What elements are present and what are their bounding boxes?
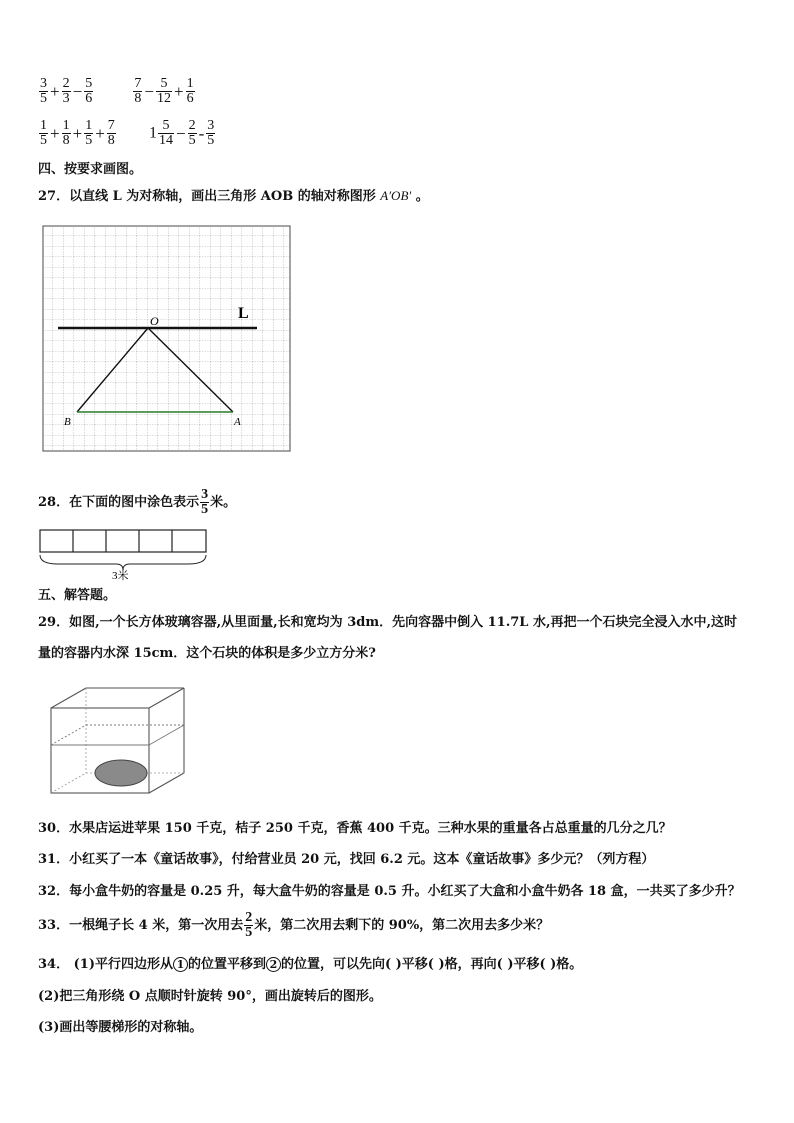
fraction: $\frac{2}{5}$ [188, 118, 196, 148]
arith-row-2: $\frac{1}{5}$ + $\frac{1}{8}$ + $\frac{1}{5}$ + $\frac{7}{8}$ 1 $\frac{5}{14}$ − $\frac{2}{5}$ - $\frac{3}{5}$ [40, 118, 215, 148]
fraction: $\frac{2}{3}$ [62, 76, 70, 106]
question-34-part-1: 34． (1)平行四边形从 1 的位置平移到 2 的位置，可以先向( )平移( )格，再向( )平移( )格。 [38, 957, 583, 972]
question-29-line-1: 29．如图,一个长方体玻璃容器,从里面量,长和宽均为 3dm．先向容器中倒入 11.7L 水,再把一个石块完全浸入水中,这时 [38, 615, 737, 630]
label-l: L [238, 305, 249, 322]
question-34-part-2: (2)把三角形绕 O 点顺时针旋转 90°，画出旋转后的图形。 [38, 989, 382, 1004]
fraction: $\frac{1}{5}$ [40, 118, 47, 148]
label-a: A [234, 416, 241, 428]
fraction: $\frac{3}{5}$ [207, 118, 215, 148]
fraction: $\frac{1}{8}$ [62, 118, 70, 148]
fraction: $\frac{3}{5}$ [201, 487, 209, 517]
question-29-line-2: 量的容器内水深 15cm．这个石块的体积是多少立方分米? [38, 646, 376, 661]
section-5-heading: 五、解答题。 [38, 588, 117, 603]
fraction: $\frac{2}{5}$ [245, 910, 253, 940]
fraction: $\frac{1}{6}$ [186, 76, 194, 106]
question-27: 27．以直线 L 为对称轴，画出三角形 AOB 的轴对称图形 A′OB′ 。 [38, 188, 429, 204]
question-32: 32．每小盒牛奶的容量是 0.25 升，每大盒牛奶的容量是 0.5 升。小红买了大盒和小盒牛奶各 18 盒，一共买了多少升？ [38, 884, 741, 899]
label-o: O [150, 314, 159, 328]
section-4-heading: 四、按要求画图。 [38, 162, 143, 177]
question-28: 28．在下面的图中涂色表示 $\frac{3}{5}$ 米。 [38, 487, 237, 517]
fraction: $\frac{7}{8}$ [107, 118, 115, 148]
glass-container-figure [48, 686, 190, 798]
circled-number-2: 2 [266, 957, 281, 972]
question-30: 30．水果店运进苹果 150 千克，桔子 250 千克，香蕉 400 千克。三种水果的重量各占总重量的几分之几？ [38, 821, 672, 836]
arith-row-1: $\frac{3}{5}$ + $\frac{2}{3}$ − $\frac{5}{6}$ $\frac{7}{8}$ − $\frac{5}{12}$ + $\frac{1}{6}$ [40, 76, 194, 106]
stone [95, 760, 147, 786]
label-b: B [64, 416, 71, 428]
rope-bar-figure [38, 528, 212, 584]
question-31: 31．小红买了一本《童话故事》，付给营业员 20 元，找回 6.2 元。这本《童话故事》多少元？（列方程） [38, 852, 655, 867]
brace [40, 555, 206, 570]
question-34-part-3: (3)画出等腰梯形的对称轴。 [38, 1020, 203, 1035]
circled-number-1: 1 [173, 957, 188, 972]
fraction: $\frac{1}{5}$ [85, 118, 93, 148]
fraction: $\frac{5}{12}$ [156, 76, 171, 106]
grid-figure [42, 225, 292, 453]
fraction: $\frac{5}{14}$ [158, 118, 173, 148]
fraction: $\frac{5}{6}$ [85, 76, 93, 106]
fraction: $\frac{7}{8}$ [134, 76, 142, 106]
fraction: $\frac{3}{5}$ [40, 76, 47, 106]
brace-label: 3米 [112, 570, 129, 582]
question-33: 33．一根绳子长 4 米，第一次用去 $\frac{2}{5}$ 米，第二次用去剩下的 90%，第二次用去多少米？ [38, 910, 550, 940]
